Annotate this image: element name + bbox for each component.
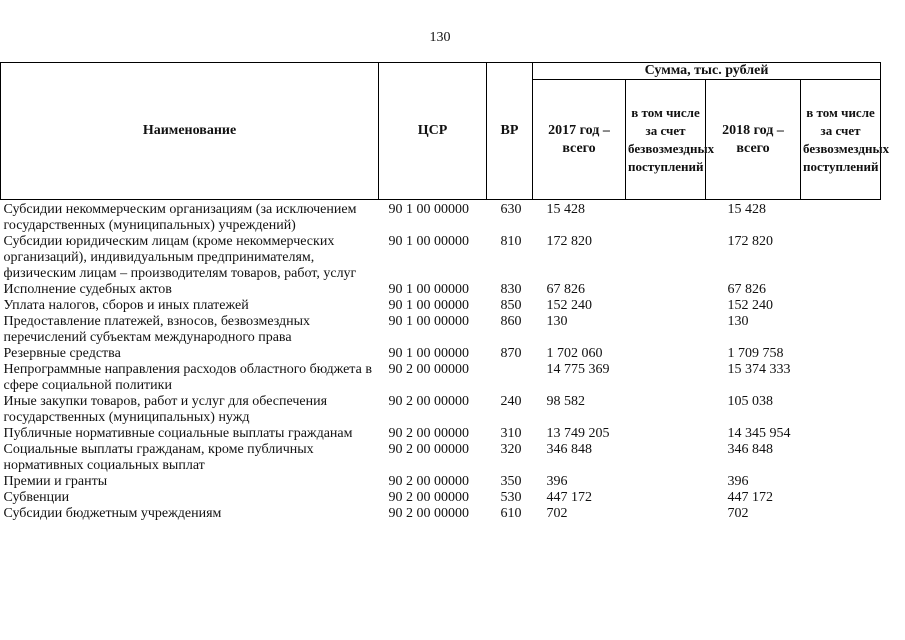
table-row bbox=[1, 298, 881, 314]
header-name: Наименование bbox=[1, 63, 379, 200]
table-row bbox=[1, 442, 881, 474]
cell-name: Резервные средства bbox=[3, 346, 121, 361]
cell-2017-free bbox=[626, 490, 706, 506]
cell-2018-total: 130 bbox=[727, 314, 749, 329]
cell-2017-total: 14 775 369 bbox=[546, 362, 610, 377]
cell-2018-free bbox=[801, 474, 881, 490]
cell-2018-free bbox=[801, 282, 881, 298]
cell-2017-total: 13 749 205 bbox=[546, 426, 610, 441]
cell-2017-free bbox=[626, 346, 706, 362]
cell-name: Публичные нормативные социальные выплаты гражданам bbox=[3, 426, 353, 441]
cell-2018-free bbox=[801, 234, 881, 282]
cell-2017-total: 130 bbox=[546, 314, 568, 329]
cell-2017-free bbox=[626, 474, 706, 490]
cell-name: Субсидии бюджетным учреждениям bbox=[3, 506, 222, 521]
cell-2017-free bbox=[626, 282, 706, 298]
header-2017-total: 2017 год – всего bbox=[533, 80, 626, 200]
cell-2018-total: 346 848 bbox=[727, 442, 773, 457]
cell-name: Предоставление платежей, взносов, безвозмездных перечислений субъектам международного права bbox=[3, 314, 311, 345]
cell-name: Социальные выплаты гражданам, кроме публичных нормативных социальных выплат bbox=[3, 442, 314, 473]
cell-2018-total: 152 240 bbox=[727, 298, 773, 313]
cell-2018-free bbox=[801, 442, 881, 474]
table-row bbox=[1, 234, 881, 282]
table-row bbox=[1, 362, 881, 394]
cell-2018-free bbox=[801, 394, 881, 426]
table-row bbox=[1, 474, 881, 490]
cell-2017-total: 15 428 bbox=[546, 202, 585, 217]
cell-2017-free bbox=[626, 234, 706, 282]
cell-2017-total: 396 bbox=[546, 474, 568, 489]
cell-2018-free bbox=[801, 314, 881, 346]
cell-csr: 90 2 00 00000 bbox=[388, 474, 469, 489]
cell-csr: 90 2 00 00000 bbox=[388, 394, 469, 409]
budget-table-container bbox=[0, 62, 890, 522]
cell-csr: 90 2 00 00000 bbox=[388, 506, 469, 521]
cell-vr: 830 bbox=[500, 282, 522, 297]
cell-name: Непрограммные направления расходов областного бюджета в сфере социальной политики bbox=[3, 362, 372, 393]
table-row bbox=[1, 282, 881, 298]
cell-2018-total: 15 374 333 bbox=[727, 362, 791, 377]
cell-2017-free bbox=[626, 298, 706, 314]
cell-2018-free bbox=[801, 346, 881, 362]
cell-2018-free bbox=[801, 362, 881, 394]
cell-csr: 90 2 00 00000 bbox=[388, 490, 469, 505]
cell-2018-total: 396 bbox=[727, 474, 749, 489]
table-row bbox=[1, 314, 881, 346]
cell-2017-total: 346 848 bbox=[546, 442, 592, 457]
cell-name: Субсидии некоммерческим организациям (за исключением государственных (муниципальных) учреждений) bbox=[3, 202, 357, 233]
cell-vr: 870 bbox=[500, 346, 522, 361]
cell-csr: 90 2 00 00000 bbox=[388, 426, 469, 441]
cell-vr: 860 bbox=[500, 314, 522, 329]
cell-2017-free bbox=[626, 442, 706, 474]
cell-2018-total: 172 820 bbox=[727, 234, 773, 249]
header-csr: ЦСР bbox=[379, 63, 487, 200]
cell-2018-free bbox=[801, 490, 881, 506]
cell-2018-free bbox=[801, 506, 881, 522]
header-2018-free: в том числе за счет безвозмездных поступлений bbox=[801, 80, 881, 200]
cell-csr: 90 1 00 00000 bbox=[388, 314, 469, 329]
cell-vr: 810 bbox=[500, 234, 522, 249]
budget-table bbox=[0, 62, 890, 522]
cell-csr: 90 2 00 00000 bbox=[388, 362, 469, 377]
cell-vr: 610 bbox=[500, 506, 522, 521]
cell-csr: 90 1 00 00000 bbox=[388, 282, 469, 297]
table-row bbox=[1, 426, 881, 442]
cell-2018-total: 15 428 bbox=[727, 202, 766, 217]
cell-2018-total: 1 709 758 bbox=[727, 346, 784, 361]
cell-2018-free bbox=[801, 298, 881, 314]
header-vr: ВР bbox=[487, 63, 533, 200]
header-sum-group: Сумма, тыс. рублей bbox=[533, 63, 881, 80]
cell-name: Субвенции bbox=[3, 490, 70, 505]
table-header bbox=[1, 63, 890, 200]
cell-2017-free bbox=[626, 426, 706, 442]
cell-vr: 350 bbox=[500, 474, 522, 489]
cell-2017-total: 152 240 bbox=[546, 298, 592, 313]
cell-2017-total: 702 bbox=[546, 506, 568, 521]
cell-2017-total: 98 582 bbox=[546, 394, 585, 409]
cell-2018-total: 67 826 bbox=[727, 282, 766, 297]
table-row bbox=[1, 490, 881, 506]
table-body bbox=[1, 200, 881, 523]
cell-vr: 530 bbox=[500, 490, 522, 505]
cell-2018-total: 702 bbox=[727, 506, 749, 521]
cell-name: Субсидии юридическим лицам (кроме некоммерческих организаций), индивидуальным предпринимателям, физическим лицам – производителям товаров, работ, услуг bbox=[3, 234, 357, 281]
cell-name: Исполнение судебных актов bbox=[3, 282, 172, 297]
cell-name: Иные закупки товаров, работ и услуг для обеспечения государственных (муниципальных) нужд bbox=[3, 394, 328, 425]
cell-2018-total: 105 038 bbox=[727, 394, 773, 409]
cell-csr: 90 2 00 00000 bbox=[388, 442, 469, 457]
cell-csr: 90 1 00 00000 bbox=[388, 202, 469, 217]
cell-2017-free bbox=[626, 506, 706, 522]
cell-2017-free bbox=[626, 362, 706, 394]
cell-2018-free bbox=[801, 200, 881, 235]
cell-csr: 90 1 00 00000 bbox=[388, 298, 469, 313]
page-number: 130 bbox=[429, 30, 451, 45]
cell-2017-total: 67 826 bbox=[546, 282, 585, 297]
cell-name: Уплата налогов, сборов и иных платежей bbox=[3, 298, 249, 313]
cell-2018-total: 447 172 bbox=[727, 490, 773, 505]
cell-2017-total: 447 172 bbox=[546, 490, 592, 505]
table-row bbox=[1, 394, 881, 426]
cell-vr bbox=[487, 362, 533, 394]
header-2017-free: в том числе за счет безвозмездных поступлений bbox=[626, 80, 706, 200]
cell-vr: 310 bbox=[500, 426, 522, 441]
cell-vr: 850 bbox=[500, 298, 522, 313]
cell-csr: 90 1 00 00000 bbox=[388, 346, 469, 361]
cell-2017-total: 1 702 060 bbox=[546, 346, 603, 361]
cell-2018-free bbox=[801, 426, 881, 442]
cell-2017-free bbox=[626, 394, 706, 426]
cell-2018-total: 14 345 954 bbox=[727, 426, 791, 441]
header-2018-total: 2018 год – всего bbox=[706, 80, 801, 200]
table-row bbox=[1, 200, 881, 235]
cell-vr: 630 bbox=[500, 202, 522, 217]
cell-name: Премии и гранты bbox=[3, 474, 108, 489]
cell-csr: 90 1 00 00000 bbox=[388, 234, 469, 249]
table-row bbox=[1, 346, 881, 362]
table-row bbox=[1, 506, 881, 522]
cell-2017-free bbox=[626, 200, 706, 235]
cell-2017-free bbox=[626, 314, 706, 346]
cell-vr: 320 bbox=[500, 442, 522, 457]
cell-vr: 240 bbox=[500, 394, 522, 409]
cell-2017-total: 172 820 bbox=[546, 234, 592, 249]
